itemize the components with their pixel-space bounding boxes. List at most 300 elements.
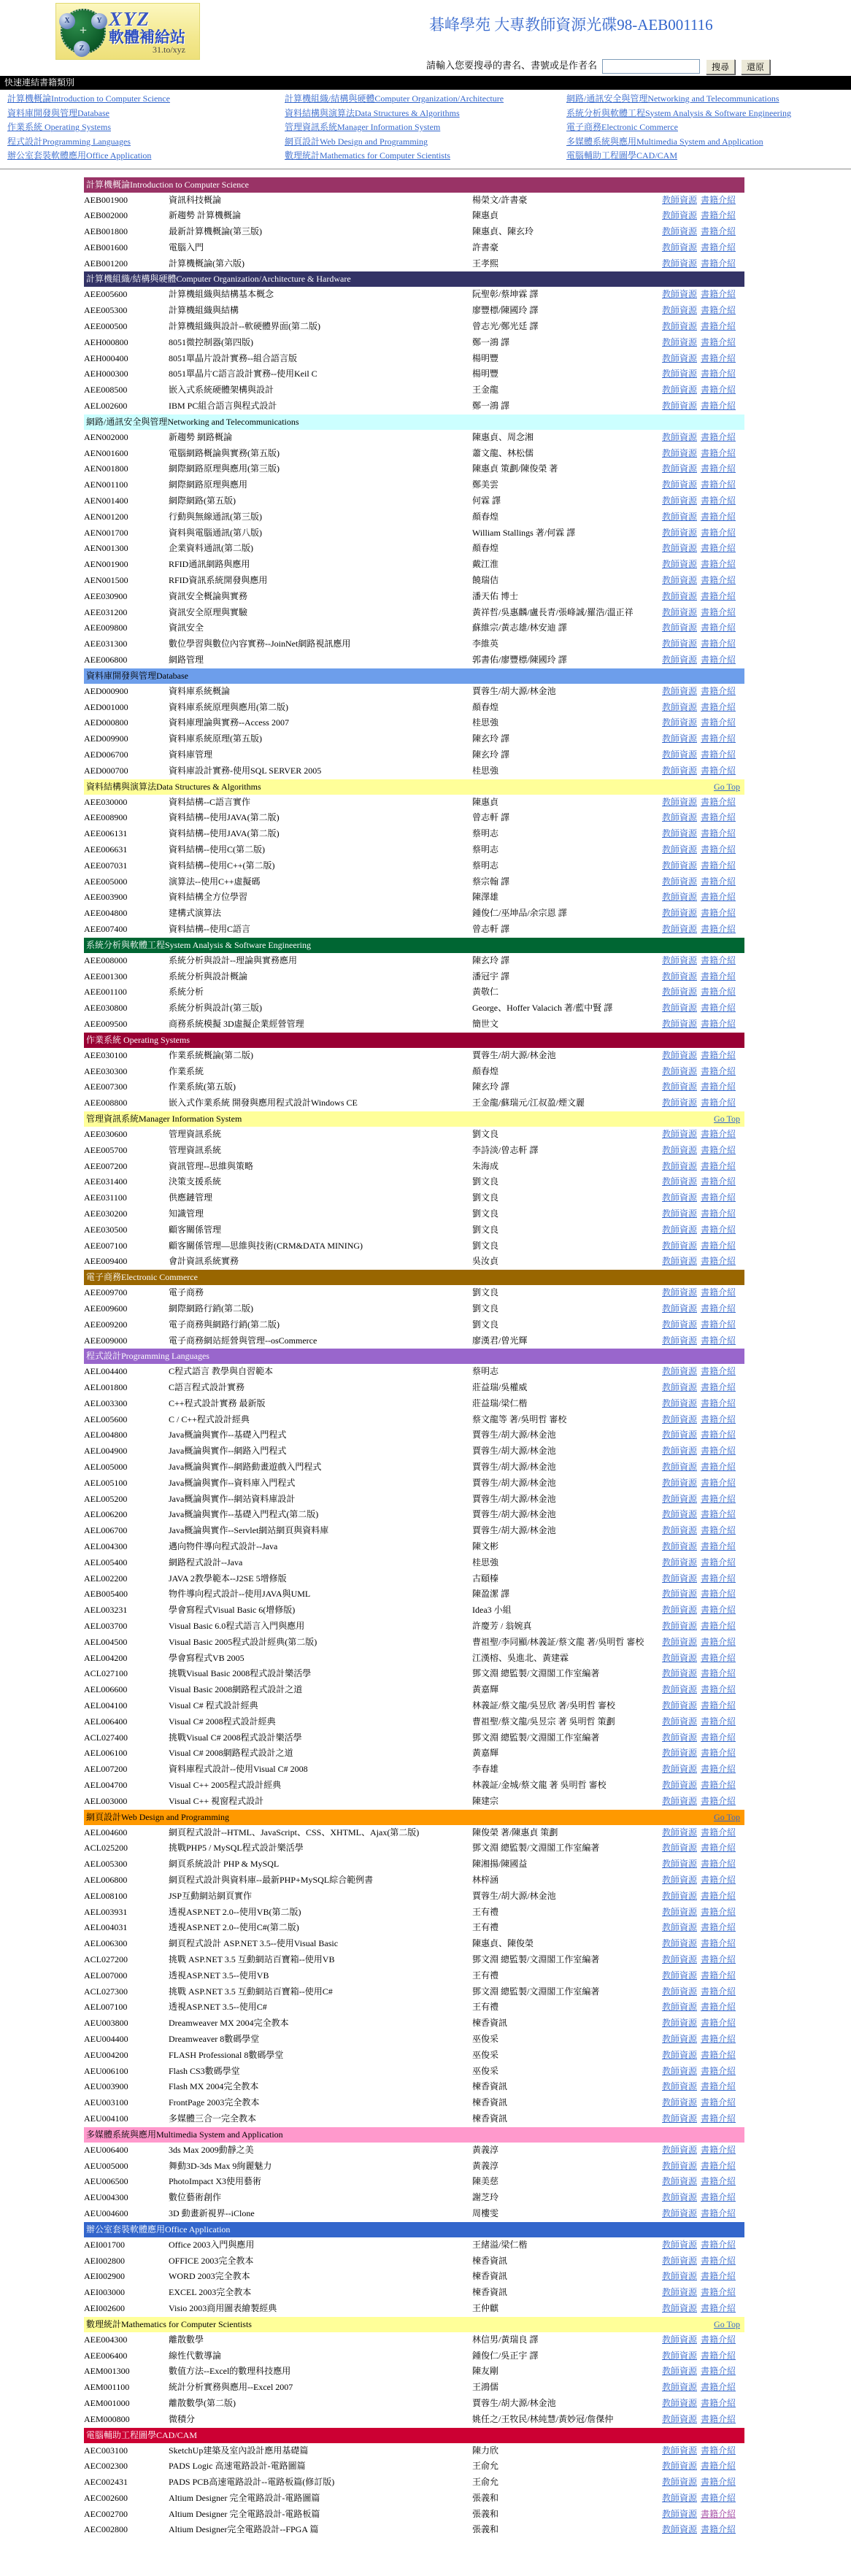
teacher-resources-link[interactable]: 教師資源 [662,2477,698,2488]
quick-link[interactable]: 資料庫開發與管理Database [7,107,109,118]
teacher-resources-link[interactable]: 教師資源 [662,352,698,363]
book-intro-link[interactable]: 書籍介紹 [701,701,736,712]
teacher-resources-link[interactable]: 教師資源 [662,1335,698,1346]
teacher-resources-link[interactable]: 教師資源 [662,511,698,522]
teacher-resources-link[interactable]: 教師資源 [662,305,698,316]
teacher-resources-link[interactable]: 教師資源 [662,1605,698,1616]
teacher-resources-link[interactable]: 教師資源 [662,2239,698,2250]
teacher-resources-link[interactable]: 教師資源 [662,1700,698,1711]
book-intro-link[interactable]: 書籍介紹 [701,2445,736,2456]
book-intro-link[interactable]: 書籍介紹 [701,733,736,744]
book-intro-link[interactable]: 書籍介紹 [701,1446,736,1457]
book-intro-link[interactable]: 書籍介紹 [701,2287,736,2298]
teacher-resources-link[interactable]: 教師資源 [662,765,698,776]
quick-link[interactable]: 辦公室套裝軟體應用Office Application [7,150,152,161]
teacher-resources-link[interactable]: 教師資源 [662,210,698,221]
book-intro-link[interactable]: 書籍介紹 [701,1319,736,1330]
book-intro-link[interactable]: 書籍介紹 [701,1462,736,1473]
book-intro-link[interactable]: 書籍介紹 [701,2207,736,2218]
teacher-resources-link[interactable]: 教師資源 [662,1366,698,1377]
book-intro-link[interactable]: 書籍介紹 [701,860,736,871]
book-row [84,2111,744,2127]
book-intro-link[interactable]: 書籍介紹 [701,2461,736,2472]
book-intro-link[interactable]: 書籍介紹 [701,622,736,633]
book-intro-link[interactable]: 書籍介紹 [701,1684,736,1695]
book-intro-link[interactable]: 書籍介紹 [701,305,736,316]
teacher-resources-link[interactable]: 教師資源 [662,2049,698,2060]
teacher-resources-link[interactable]: 教師資源 [662,1589,698,1600]
book-intro-link[interactable]: 書籍介紹 [701,2477,736,2488]
book-intro-link[interactable]: 書籍介紹 [701,352,736,363]
book-intro-link[interactable]: 書籍介紹 [701,495,736,506]
quick-link[interactable]: 計算機組織/結構與硬體Computer Organization/Architecture [285,93,504,104]
book-intro-link[interactable]: 書籍介紹 [701,2271,736,2282]
book-intro-link[interactable]: 書籍介紹 [701,1128,736,1139]
teacher-resources-link[interactable]: 教師資源 [662,1462,698,1473]
teacher-resources-link[interactable]: 教師資源 [662,717,698,728]
teacher-resources-link[interactable]: 教師資源 [662,1446,698,1457]
teacher-resources-link[interactable]: 教師資源 [662,1780,698,1791]
book-intro-link[interactable]: 書籍介紹 [701,2382,736,2393]
search-input[interactable] [602,59,700,74]
teacher-resources-link[interactable]: 教師資源 [662,1003,698,1014]
book-row [84,1459,744,1476]
book-intro-link[interactable]: 書籍介紹 [701,511,736,522]
book-intro-link[interactable]: 書籍介紹 [701,1477,736,1488]
teacher-resources-link[interactable]: 教師資源 [662,892,698,903]
teacher-resources-link[interactable]: 教師資源 [662,1256,698,1267]
book-intro-link[interactable]: 書籍介紹 [701,1732,736,1743]
quick-link[interactable]: 資料結構與演算法Data Structures & Algorithms [285,107,460,118]
teacher-resources-link[interactable]: 教師資源 [662,1636,698,1647]
book-intro-link[interactable]: 書籍介紹 [701,226,736,237]
teacher-resources-link[interactable]: 教師資源 [662,1668,698,1679]
teacher-resources-link[interactable]: 教師資源 [662,1843,698,1854]
book-intro-link[interactable]: 書籍介紹 [701,2081,736,2092]
book-intro-link[interactable]: 書籍介紹 [701,2508,736,2519]
quick-link[interactable]: 系統分析與軟體工程System Analysis & Software Engineering [566,107,791,118]
book-intro-link[interactable]: 書籍介紹 [701,1827,736,1837]
teacher-resources-link[interactable]: 教師資源 [662,194,698,205]
book-intro-link[interactable]: 書籍介紹 [701,1970,736,1981]
book-intro-link[interactable]: 書籍介紹 [701,2492,736,2503]
teacher-resources-link[interactable]: 教師資源 [662,1430,698,1441]
book-intro-link[interactable]: 書籍介紹 [701,2366,736,2377]
teacher-resources-link[interactable]: 教師資源 [662,401,698,412]
book-intro-link[interactable]: 書籍介紹 [701,749,736,760]
book-intro-link[interactable]: 書籍介紹 [701,1795,736,1806]
book-intro-link[interactable]: 書籍介紹 [701,2334,736,2345]
book-intro-link[interactable]: 書籍介紹 [701,369,736,379]
book-intro-link[interactable]: 書籍介紹 [701,289,736,300]
book-intro-link[interactable]: 書籍介紹 [701,1573,736,1584]
book-intro-link[interactable]: 書籍介紹 [701,1859,736,1870]
teacher-resources-link[interactable]: 教師資源 [662,1859,698,1870]
book-intro-link[interactable]: 書籍介紹 [701,1668,736,1679]
teacher-resources-link[interactable]: 教師資源 [662,1397,698,1408]
book-intro-link[interactable]: 書籍介紹 [701,1843,736,1854]
book-intro-link[interactable]: 書籍介紹 [701,955,736,965]
book-intro-link[interactable]: 書籍介紹 [701,385,736,396]
teacher-resources-link[interactable]: 教師資源 [662,606,698,617]
book-intro-link[interactable]: 書籍介紹 [701,655,736,666]
teacher-resources-link[interactable]: 教師資源 [662,2018,698,2029]
teacher-resources-link[interactable]: 教師資源 [662,463,698,474]
teacher-resources-link[interactable]: 教師資源 [662,1986,698,1997]
quick-link[interactable]: 管理資訊系統Manager Information System [285,122,441,132]
teacher-resources-link[interactable]: 教師資源 [662,685,698,696]
teacher-resources-link[interactable]: 教師資源 [662,1240,698,1251]
book-intro-link[interactable]: 書籍介紹 [701,1430,736,1441]
search-button[interactable]: 搜尋 [706,59,735,74]
book-intro-link[interactable]: 書籍介紹 [701,1049,736,1060]
book-intro-link[interactable]: 書籍介紹 [701,1621,736,1632]
book-intro-link[interactable]: 書籍介紹 [701,1890,736,1901]
teacher-resources-link[interactable]: 教師資源 [662,955,698,965]
book-row [84,605,744,621]
reset-button[interactable]: 還原 [741,59,770,74]
book-intro-link[interactable]: 書籍介紹 [701,844,736,855]
book-intro-link[interactable]: 書籍介紹 [701,1652,736,1663]
book-intro-link[interactable]: 書籍介紹 [701,2397,736,2408]
book-intro-link[interactable]: 書籍介紹 [701,1081,736,1092]
book-links [662,1079,744,1095]
teacher-resources-link[interactable]: 教師資源 [662,908,698,919]
teacher-resources-link[interactable]: 教師資源 [662,2176,698,2187]
teacher-resources-link[interactable]: 教師資源 [662,2097,698,2108]
teacher-resources-link[interactable]: 教師資源 [662,1303,698,1314]
teacher-resources-link[interactable]: 教師資源 [662,639,698,649]
teacher-resources-link[interactable]: 教師資源 [662,242,698,252]
quick-link[interactable]: 電子商務Electronic Commerce [566,122,678,132]
book-intro-link[interactable]: 書籍介紹 [701,892,736,903]
book-intro-link[interactable]: 書籍介紹 [701,242,736,252]
teacher-resources-link[interactable]: 教師資源 [662,1684,698,1695]
teacher-resources-link[interactable]: 教師資源 [662,2033,698,2044]
book-intro-link[interactable]: 書籍介紹 [701,717,736,728]
book-intro-link[interactable]: 書籍介紹 [701,1986,736,1997]
book-intro-link[interactable]: 書籍介紹 [701,1098,736,1108]
book-author: 王緒溢/梁仁楷 [472,2239,528,2250]
book-intro-link[interactable]: 書籍介紹 [701,1525,736,1536]
teacher-resources-link[interactable]: 教師資源 [662,1192,698,1203]
teacher-resources-link[interactable]: 教師資源 [662,1525,698,1536]
book-intro-link[interactable]: 書籍介紹 [701,1414,736,1424]
book-intro-link[interactable]: 書籍介紹 [701,2065,736,2076]
book-intro-link[interactable]: 書籍介紹 [701,194,736,205]
teacher-resources-link[interactable]: 教師資源 [662,2366,698,2377]
quick-link[interactable]: 程式設計Programming Languages [7,136,131,147]
book-intro-link[interactable]: 書籍介紹 [701,1780,736,1791]
teacher-resources-link[interactable]: 教師資源 [662,987,698,998]
book-intro-link[interactable]: 書籍介紹 [701,1366,736,1377]
book-intro-link[interactable]: 書籍介紹 [701,1208,736,1219]
book-intro-link[interactable]: 書籍介紹 [701,1541,736,1552]
teacher-resources-link[interactable]: 教師資源 [662,1176,698,1187]
book-intro-link[interactable]: 書籍介紹 [701,321,736,332]
book-intro-link[interactable]: 書籍介紹 [701,2302,736,2313]
teacher-resources-link[interactable]: 教師資源 [662,2271,698,2282]
teacher-resources-link[interactable]: 教師資源 [662,1493,698,1504]
book-intro-link[interactable]: 書籍介紹 [701,828,736,839]
teacher-resources-link[interactable]: 教師資源 [662,923,698,934]
book-intro-link[interactable]: 書籍介紹 [701,1176,736,1187]
book-intro-link[interactable]: 書籍介紹 [701,447,736,458]
teacher-resources-link[interactable]: 教師資源 [662,2413,698,2424]
book-intro-link[interactable]: 書籍介紹 [701,2255,736,2266]
book-intro-link[interactable]: 書籍介紹 [701,1605,736,1616]
book-intro-link[interactable]: 書籍介紹 [701,2097,736,2108]
teacher-resources-link[interactable]: 教師資源 [662,1208,698,1219]
book-intro-link[interactable]: 書籍介紹 [701,606,736,617]
book-intro-link[interactable]: 書籍介紹 [701,1938,736,1949]
book-intro-link[interactable]: 書籍介紹 [701,1240,736,1251]
book-id: AEL006200 [84,1509,128,1520]
book-intro-link[interactable]: 書籍介紹 [701,575,736,586]
teacher-resources-link[interactable]: 教師資源 [662,1970,698,1981]
teacher-resources-link[interactable]: 教師資源 [662,2002,698,2013]
book-intro-link[interactable]: 書籍介紹 [701,1716,736,1727]
teacher-resources-link[interactable]: 教師資源 [662,2302,698,2313]
book-intro-link[interactable]: 書籍介紹 [701,1922,736,1933]
book-intro-link[interactable]: 書籍介紹 [701,1382,736,1393]
book-intro-link[interactable]: 書籍介紹 [701,908,736,919]
teacher-resources-link[interactable]: 教師資源 [662,2255,698,2266]
quick-link[interactable]: 網路/通訊安全與管理Networking and Telecommunications [566,93,779,104]
book-intro-link[interactable]: 書籍介紹 [701,2176,736,2187]
book-intro-link[interactable]: 書籍介紹 [701,1557,736,1567]
teacher-resources-link[interactable]: 教師資源 [662,1144,698,1155]
book-intro-link[interactable]: 書籍介紹 [701,1287,736,1298]
teacher-resources-link[interactable]: 教師資源 [662,1954,698,1964]
book-intro-link[interactable]: 書籍介紹 [701,1764,736,1775]
teacher-resources-link[interactable]: 教師資源 [662,2334,698,2345]
book-intro-link[interactable]: 書籍介紹 [701,812,736,823]
book-intro-link[interactable]: 書籍介紹 [701,1003,736,1014]
book-intro-link[interactable]: 書籍介紹 [701,479,736,490]
teacher-resources-link[interactable]: 教師資源 [662,1827,698,1837]
go-top-link[interactable]: Go Top [714,1113,740,1124]
book-intro-link[interactable]: 書籍介紹 [701,559,736,570]
teacher-resources-link[interactable]: 教師資源 [662,860,698,871]
teacher-resources-link[interactable]: 教師資源 [662,2113,698,2124]
teacher-resources-link[interactable]: 教師資源 [662,844,698,855]
go-top-link[interactable]: Go Top [714,1811,740,1822]
book-intro-link[interactable]: 書籍介紹 [701,1224,736,1235]
book-intro-link[interactable]: 書籍介紹 [701,463,736,474]
book-intro-link[interactable]: 書籍介紹 [701,2160,736,2171]
teacher-resources-link[interactable]: 教師資源 [662,1621,698,1632]
teacher-resources-link[interactable]: 教師資源 [662,2524,698,2535]
book-id: AEI002600 [84,2302,125,2313]
book-intro-link[interactable]: 書籍介紹 [701,796,736,807]
book-intro-link[interactable]: 書籍介紹 [701,765,736,776]
teacher-resources-link[interactable]: 教師資源 [662,431,698,442]
book-intro-link[interactable]: 書籍介紹 [701,2018,736,2029]
book-intro-link[interactable]: 書籍介紹 [701,685,736,696]
quick-link[interactable]: 數理統計Mathematics for Computer Scientists [285,150,450,161]
book-intro-link[interactable]: 書籍介紹 [701,1303,736,1314]
teacher-resources-link[interactable]: 教師資源 [662,1795,698,1806]
quick-link[interactable]: 網頁設計Web Design and Programming [285,136,428,147]
teacher-resources-link[interactable]: 教師資源 [662,336,698,347]
book-intro-link[interactable]: 書籍介紹 [701,2033,736,2044]
teacher-resources-link[interactable]: 教師資源 [662,1748,698,1759]
quick-link[interactable]: 多媒體系統與應用Multimedia System and Application [566,136,763,147]
teacher-resources-link[interactable]: 教師資源 [662,321,698,332]
book-intro-link[interactable]: 書籍介紹 [701,1065,736,1076]
teacher-resources-link[interactable]: 教師資源 [662,1319,698,1330]
teacher-resources-link[interactable]: 教師資源 [662,2192,698,2203]
teacher-resources-link[interactable]: 教師資源 [662,1065,698,1076]
book-intro-link[interactable]: 書籍介紹 [701,1748,736,1759]
book-links [662,1603,744,1619]
globe-icon [61,9,106,54]
teacher-resources-link[interactable]: 教師資源 [662,1081,698,1092]
book-intro-link[interactable]: 書籍介紹 [701,2350,736,2361]
quick-link[interactable]: 電腦輔助工程圖學CAD/CAM [566,150,678,161]
teacher-resources-link[interactable]: 教師資源 [662,2144,698,2155]
go-top-link[interactable]: Go Top [714,781,740,792]
teacher-resources-link[interactable]: 教師資源 [662,1557,698,1567]
book-intro-link[interactable]: 書籍介紹 [701,1906,736,1917]
teacher-resources-link[interactable]: 教師資源 [662,289,698,300]
teacher-resources-link[interactable]: 教師資源 [662,543,698,554]
book-intro-link[interactable]: 書籍介紹 [701,2002,736,2013]
book-intro-link[interactable]: 書籍介紹 [701,2413,736,2424]
teacher-resources-link[interactable]: 教師資源 [662,447,698,458]
teacher-resources-link[interactable]: 教師資源 [662,2397,698,2408]
teacher-resources-link[interactable]: 教師資源 [662,655,698,666]
teacher-resources-link[interactable]: 教師資源 [662,1541,698,1552]
book-intro-link[interactable]: 書籍介紹 [701,590,736,601]
teacher-resources-link[interactable]: 教師資源 [662,1732,698,1743]
teacher-resources-link[interactable]: 教師資源 [662,1477,698,1488]
teacher-resources-link[interactable]: 教師資源 [662,1716,698,1727]
book-intro-link[interactable]: 書籍介紹 [701,1335,736,1346]
teacher-resources-link[interactable]: 教師資源 [662,369,698,379]
teacher-resources-link[interactable]: 教師資源 [662,1382,698,1393]
quick-link[interactable]: 作業系統 Operating Systems [7,122,111,132]
teacher-resources-link[interactable]: 教師資源 [662,749,698,760]
teacher-resources-link[interactable]: 教師資源 [662,2287,698,2298]
teacher-resources-link[interactable]: 教師資源 [662,2382,698,2393]
teacher-resources-link[interactable]: 教師資源 [662,1890,698,1901]
teacher-resources-link[interactable]: 教師資源 [662,527,698,538]
teacher-resources-link[interactable]: 教師資源 [662,495,698,506]
teacher-resources-link[interactable]: 教師資源 [662,2508,698,2519]
teacher-resources-link[interactable]: 教師資源 [662,1652,698,1663]
book-intro-link[interactable]: 書籍介紹 [701,1875,736,1885]
teacher-resources-link[interactable]: 教師資源 [662,2160,698,2171]
teacher-resources-link[interactable]: 教師資源 [662,575,698,586]
quick-link[interactable]: 計算機概論Introduction to Computer Science [7,93,170,104]
teacher-resources-link[interactable]: 教師資源 [662,876,698,887]
book-intro-link[interactable]: 書籍介紹 [701,2192,736,2203]
book-intro-link[interactable]: 書籍介紹 [701,401,736,412]
book-intro-link[interactable]: 書籍介紹 [701,258,736,269]
teacher-resources-link[interactable]: 教師資源 [662,2081,698,2092]
teacher-resources-link[interactable]: 教師資源 [662,2350,698,2361]
book-intro-link[interactable]: 書籍介紹 [701,1144,736,1155]
book-intro-link[interactable]: 書籍介紹 [701,210,736,221]
teacher-resources-link[interactable]: 教師資源 [662,1414,698,1424]
teacher-resources-link[interactable]: 教師資源 [662,1906,698,1917]
book-intro-link[interactable]: 書籍介紹 [701,639,736,649]
teacher-resources-link[interactable]: 教師資源 [662,1160,698,1171]
book-intro-link[interactable]: 書籍介紹 [701,1493,736,1504]
teacher-resources-link[interactable]: 教師資源 [662,479,698,490]
teacher-resources-link[interactable]: 教師資源 [662,2445,698,2456]
teacher-resources-link[interactable]: 教師資源 [662,1875,698,1885]
teacher-resources-link[interactable]: 教師資源 [662,733,698,744]
teacher-resources-link[interactable]: 教師資源 [662,1018,698,1029]
teacher-resources-link[interactable]: 教師資源 [662,2492,698,2503]
book-intro-link[interactable]: 書籍介紹 [701,1192,736,1203]
book-intro-link[interactable]: 書籍介紹 [701,2524,736,2535]
teacher-resources-link[interactable]: 教師資源 [662,701,698,712]
book-intro-link[interactable]: 書籍介紹 [701,431,736,442]
book-intro-link[interactable]: 書籍介紹 [701,2113,736,2124]
teacher-resources-link[interactable]: 教師資源 [662,590,698,601]
book-intro-link[interactable]: 書籍介紹 [701,971,736,982]
book-intro-link[interactable]: 書籍介紹 [701,1589,736,1600]
teacher-resources-link[interactable]: 教師資源 [662,2065,698,2076]
book-intro-link[interactable]: 書籍介紹 [701,1954,736,1964]
teacher-resources-link[interactable]: 教師資源 [662,1764,698,1775]
book-intro-link[interactable]: 書籍介紹 [701,1636,736,1647]
teacher-resources-link[interactable]: 教師資源 [662,2207,698,2218]
teacher-resources-link[interactable]: 教師資源 [662,812,698,823]
go-top-link[interactable]: Go Top [714,2318,740,2329]
teacher-resources-link[interactable]: 教師資源 [662,1573,698,1584]
book-intro-link[interactable]: 書籍介紹 [701,1018,736,1029]
book-intro-link[interactable]: 書籍介紹 [701,1397,736,1408]
teacher-resources-link[interactable]: 教師資源 [662,1049,698,1060]
book-intro-link[interactable]: 書籍介紹 [701,2239,736,2250]
teacher-resources-link[interactable]: 教師資源 [662,1938,698,1949]
teacher-resources-link[interactable]: 教師資源 [662,559,698,570]
teacher-resources-link[interactable]: 教師資源 [662,226,698,237]
book-intro-link[interactable]: 書籍介紹 [701,2144,736,2155]
book-intro-link[interactable]: 書籍介紹 [701,543,736,554]
book-intro-link[interactable]: 書籍介紹 [701,2049,736,2060]
book-intro-link[interactable]: 書籍介紹 [701,987,736,998]
teacher-resources-link[interactable]: 教師資源 [662,385,698,396]
teacher-resources-link[interactable]: 教師資源 [662,1922,698,1933]
teacher-resources-link[interactable]: 教師資源 [662,1128,698,1139]
teacher-resources-link[interactable]: 教師資源 [662,1224,698,1235]
book-intro-link[interactable]: 書籍介紹 [701,876,736,887]
teacher-resources-link[interactable]: 教師資源 [662,971,698,982]
teacher-resources-link[interactable]: 教師資源 [662,1509,698,1520]
section-title: 多媒體系統與應用Multimedia System and Application [86,2129,283,2140]
teacher-resources-link[interactable]: 教師資源 [662,622,698,633]
teacher-resources-link[interactable]: 教師資源 [662,1287,698,1298]
book-intro-link[interactable]: 書籍介紹 [701,336,736,347]
book-intro-link[interactable]: 書籍介紹 [701,1256,736,1267]
book-intro-link[interactable]: 書籍介紹 [701,1160,736,1171]
book-intro-link[interactable]: 書籍介紹 [701,1509,736,1520]
book-intro-link[interactable]: 書籍介紹 [701,527,736,538]
book-intro-link[interactable]: 書籍介紹 [701,1700,736,1711]
teacher-resources-link[interactable]: 教師資源 [662,796,698,807]
book-intro-link[interactable]: 書籍介紹 [701,923,736,934]
teacher-resources-link[interactable]: 教師資源 [662,258,698,269]
teacher-resources-link[interactable]: 教師資源 [662,2461,698,2472]
teacher-resources-link[interactable]: 教師資源 [662,1098,698,1108]
teacher-resources-link[interactable]: 教師資源 [662,828,698,839]
